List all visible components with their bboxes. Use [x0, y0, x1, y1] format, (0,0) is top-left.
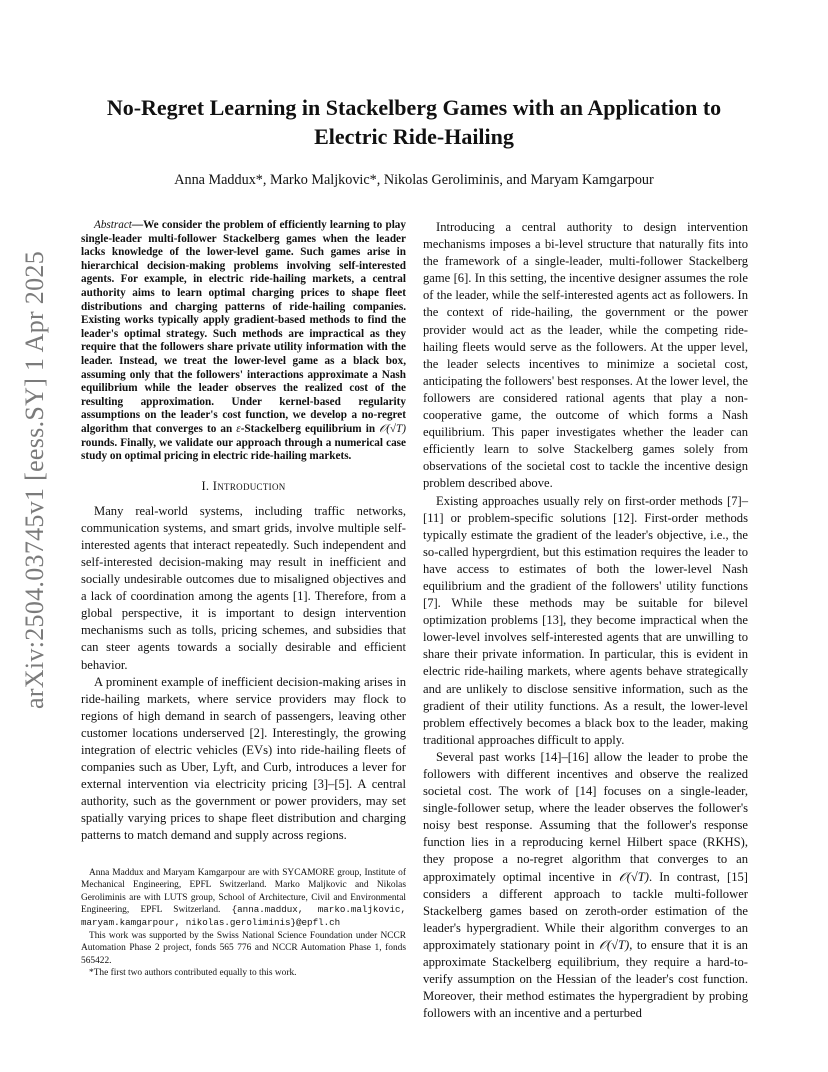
arxiv-identifier-stamp — [10, 251, 60, 709]
footnote-equal-contribution: *The first two authors contributed equally to this work. — [89, 968, 297, 979]
abstract-label: Abstract — [94, 219, 132, 231]
right-column — [423, 219, 748, 1022]
intro-paragraph-4: Existing approaches usually rely on first-order methods [7]–[11] or problem-specific solutions [12]. First-order methods typically estimate the gradient of the leader's objective, i.e., the so-called hypergrdient, but this estimation requires the leader to have access to estimates of both the lower-level Nash equilibrium and the gradient of the followers' utility functions [7]. While these methods may be suitable for bilevel optimization problems [13], they become impractical when the lower-level involves self-interested agents that are unwilling to share their private information. In particular, this is evident in electric ride-hailing markets, where agents behave strategically and are unlikely to disclose sensitive information, such as the gradient of their utility functions. As a result, the lower-level problem effectively becomes a black box to the leader, making traditional approaches difficult to apply. — [423, 493, 748, 747]
section-heading-introduction — [81, 478, 406, 494]
abstract-text-2: -Stackelberg equilibrium in — [240, 422, 376, 435]
intro-paragraph-5 — [423, 749, 748, 1023]
abstract-text-3: rounds. Finally, we validate our approach through a numerical case study on optimal pricing in electric ride-hailing markets. — [81, 436, 406, 463]
math-bound-1: 𝒪(√T) — [618, 869, 649, 884]
intro-paragraph-5-part-2: . In contrast, [15] considers a different approach to tackle multi-follower Stackelberg games based on zeroth-order estimation of the leader's hypergradient. While their algorithm converges to an approximately stationary point in — [423, 869, 748, 952]
paper-title — [80, 93, 748, 151]
intro-paragraph-2: A prominent example of inefficient decision-making arises in ride-hailing markets, where service providers may flock to regions of high demand in search of passengers, leaving other customer locations underserved [2]. Interestingly, the growing integration of electric vehicles (EVs) into ride-hailing fleets of companies such as Uber, Lyft, and Curb, introduces a lever for external intervention via electricity pricing [3]–[5]. A central authority, such as the government or power providers, may set spatially varying prices to shape fleet distribution and charging patterns to match demand and supply across regions. — [81, 674, 406, 843]
paper-title-line-1: No-Regret Learning in Stackelberg Games with an Application to — [106, 95, 722, 120]
footnote-affiliation-text: Anna Maddux and Maryam Kamgarpour are with SYCAMORE group, Institute of Mechanical Engineering, EPFL Switzerland. Marko Maljkovic and Nikolas Geroliminis are with LUTS group, School of Architecture, Civil and Environmental Engineering, EPFL Switzerland. — [81, 867, 406, 916]
intro-paragraph-5-part-1: Several past works [14]–[16] allow the leader to probe the followers with different incentives and observe the realized societal cost. The work of [14] focuses on a single-leader, single-follower setup, where the leader observes the follower's noisy best response. Assuming that the follower's response function lies in a reproducing kernel Hilbert space (RKHS), they propose a no-regret algorithm that converges to an approximately optimal incentive in — [423, 749, 748, 884]
abstract — [81, 219, 406, 464]
author-list: Anna Maddux*, Marko Maljkovic*, Nikolas Geroliminis, and Maryam Kamgarpour — [174, 172, 654, 188]
footnotes — [81, 867, 406, 980]
abstract-dash: — — [131, 219, 144, 231]
left-column — [81, 219, 406, 980]
math-bound-2: 𝒪(√T) — [598, 937, 630, 952]
intro-paragraph-3: Introducing a central authority to design intervention mechanisms imposes a bi-level structure that naturally fits into the framework of a single-leader, multi-follower Stackelberg game [6]. In this setting, the incentive designer assumes the role of the leader, while the self-interested agents act as followers. In the context of ride-hailing, the government or the power provider would act as the leader, while the competing ride-hailing fleets would serve as the followers. At the upper level, the leader selects incentives to minimize a societal cost, anticipating the followers' best responses. At the lower level, the followers are considered rational agents that play a non-cooperative game, the outcome of which forms a Nash equilibrium. This paper investigates whether the leader can efficiently learn to solve Stackelberg games solely from observations of the societal cost to tackle the incentive design problem described above. — [423, 220, 748, 491]
footnote-affiliations — [81, 867, 406, 930]
section-number: I. — [201, 478, 210, 493]
abstract-math-epsilon: ε — [236, 422, 241, 435]
paper-title-line-2: Electric Ride-Hailing — [314, 124, 514, 149]
footnote-emails: {anna.maddux, marko.maljkovic, maryam.kamgarpour, nikolas.geroliminis}@epfl.ch — [81, 904, 406, 928]
abstract-math-bound: 𝒪(√T) — [379, 422, 407, 435]
footnote-funding: This work was supported by the Swiss National Science Foundation under NCCR Automation Phase 2 project, fonds 565 776 and NCCR Automation Phase 1, fonds 565422. — [81, 930, 406, 966]
arxiv-identifier-text: arXiv:2504.03745v1 [eess.SY] 1 Apr 2025 — [20, 251, 49, 709]
intro-paragraph-5-part-3: , to ensure that it is an approximate Stackelberg equilibrium, they require a hard-to-verify assumption on the Hessian of the leader's cost function. Moreover, their method estimates the hypergradient by probing followers with an incentive and a perturbed — [423, 937, 748, 1021]
abstract-text-1: We consider the problem of efficiently learning to play single-leader multi-follower Stackelberg games when the leader lacks knowledge of the lower-level game. Such games arise in hierarchical decision-making problems involving self-interested agents. For example, in electric ride-hailing markets, a central authority aims to learn optimal charging prices to shape fleet distributions and charging patterns of ride-hailing companies. Existing works typically apply gradient-based methods to find the leader's optimal strategy. Such methods are impractical as they require that the followers share private utility information with the leader. Instead, we treat the lower-level game as a black box, assuming only that the followers' interactions approximate a Nash equilibrium while the leader observes the realized cost of the resulting approximation. Under kernel-based regularity assumptions on the leader's cost function, we develop a no-regret algorithm that converges to an — [81, 219, 406, 435]
intro-paragraph-1: Many real-world systems, including traffic networks, communication systems, and smart grids, involve multiple self-interested agents that interact repeatedly. Such independent and self-interested decision-making may result in inefficient and socially undesirable outcomes due to misaligned objectives and a lack of coordination among the agents [1]. Therefore, from a global perspective, it is important to design intervention mechanisms such as tolls, pricing schemes, and subsidies that can steer agents towards a socially desirable and efficient behavior. — [81, 503, 406, 672]
section-title: Introduction — [212, 478, 286, 493]
